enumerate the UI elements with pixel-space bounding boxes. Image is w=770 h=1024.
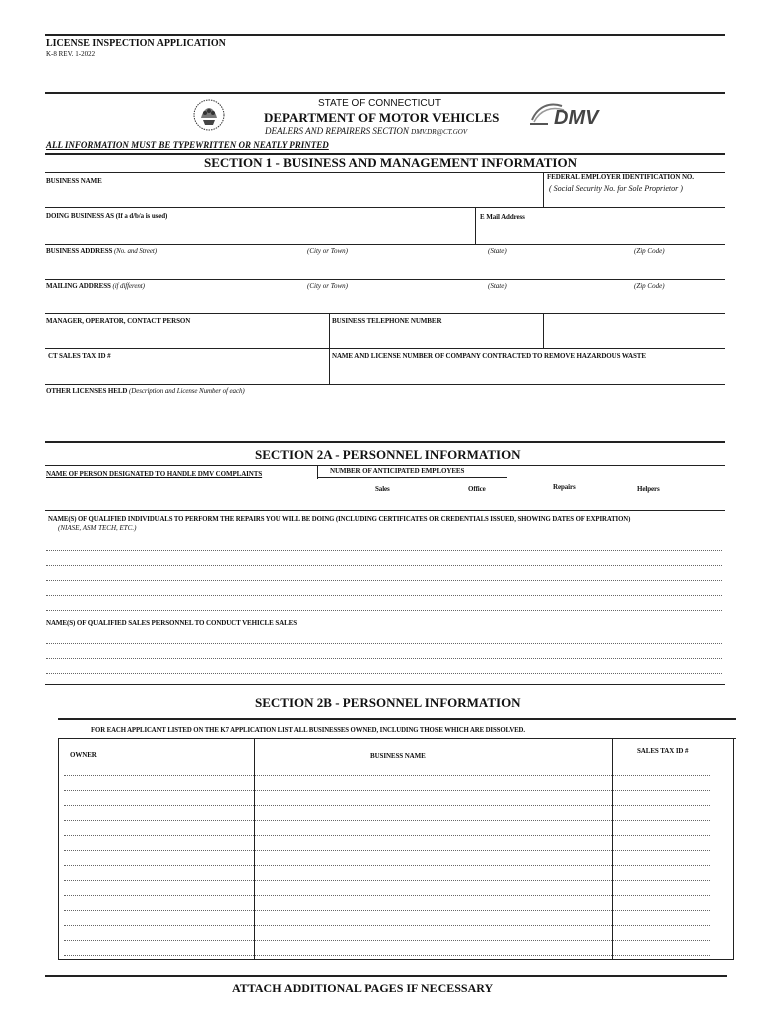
hazardous-waste-label: NAME AND LICENSE NUMBER OF COMPANY CONTRACTED TO REMOVE HAZARDOUS WASTE — [332, 352, 646, 360]
row-rule — [45, 313, 725, 314]
section-name: DEALERS AND REPAIRERS SECTION DMV.DR@CT.GOV — [265, 126, 468, 136]
form-code: K-8 REV. 1-2022 — [46, 50, 96, 58]
helpers-count-field[interactable] — [620, 494, 700, 508]
business-table — [58, 738, 734, 960]
table-row[interactable] — [64, 880, 710, 881]
other-licenses-sublabel: (Description and License Number of each) — [129, 387, 245, 395]
business-name-label: BUSINESS NAME — [46, 177, 102, 185]
fein-sublabel: ( Social Security No. for Sole Proprietor ) — [549, 184, 683, 193]
header-rule — [45, 92, 725, 94]
row-rule — [45, 384, 725, 385]
svg-text:DMV: DMV — [554, 107, 599, 128]
mailing-address-sublabel: (if different) — [112, 282, 145, 290]
section2a-top-rule — [45, 441, 725, 443]
qualified-repairers-line-1[interactable] — [46, 550, 722, 551]
qualified-repairers-line-4[interactable] — [46, 595, 722, 596]
sales-personnel-line-2[interactable] — [46, 658, 722, 659]
sales-tax-column-header: SALES TAX ID # — [637, 747, 689, 755]
section2a-bottom-rule — [45, 684, 725, 685]
row-rule — [45, 279, 725, 280]
sales-label: Sales — [375, 485, 390, 493]
state-name: STATE OF CONNECTICUT — [318, 98, 441, 109]
employees-label: NUMBER OF ANTICIPATED EMPLOYEES — [330, 467, 465, 475]
business-address-field[interactable] — [46, 256, 723, 278]
row-rule — [45, 510, 725, 511]
mailing-city-label: (City or Town) — [307, 282, 348, 290]
typewritten-notice: ALL INFORMATION MUST BE TYPEWRITTEN OR NEATLY PRINTED — [46, 140, 329, 150]
business-address-sublabel: (No. and Street) — [113, 247, 158, 255]
table-row[interactable] — [64, 955, 710, 956]
hazardous-waste-field[interactable] — [332, 362, 723, 382]
row-rule — [45, 207, 725, 208]
business-name-field[interactable] — [46, 186, 540, 206]
column-divider — [612, 738, 613, 960]
section2b-instruction: FOR EACH APPLICANT LISTED ON THE K7 APPLICATION LIST ALL BUSINESSES OWNED, INCLUDING THOSE WHICH ARE DISSOLVED. — [91, 727, 525, 734]
office-count-field[interactable] — [440, 494, 520, 508]
tax-id-label: CT SALES TAX ID # — [48, 352, 111, 360]
mailing-address-label: MAILING ADDRESS (if different) — [46, 282, 145, 290]
repairs-count-field[interactable] — [530, 494, 610, 508]
business-state-label: (State) — [488, 247, 507, 255]
mailing-state-label: (State) — [488, 282, 507, 290]
department-name: DEPARTMENT OF MOTOR VEHICLES — [264, 110, 500, 125]
footer-rule — [45, 975, 727, 977]
sales-count-field[interactable] — [340, 494, 420, 508]
row-rule — [45, 244, 725, 245]
complaints-label: NAME OF PERSON DESIGNATED TO HANDLE DMV COMPLAINTS — [46, 470, 263, 478]
dmv-logo-icon — [530, 102, 605, 128]
fein-field[interactable] — [547, 194, 723, 206]
table-row[interactable] — [64, 820, 710, 821]
table-row[interactable] — [64, 805, 710, 806]
phone-extra-field[interactable] — [547, 315, 723, 347]
helpers-label: Helpers — [637, 485, 660, 493]
dba-field[interactable] — [46, 222, 471, 242]
footer-note: ATTACH ADDITIONAL PAGES IF NECESSARY — [232, 981, 494, 995]
table-row[interactable] — [64, 850, 710, 851]
complaints-field[interactable] — [46, 479, 310, 509]
qualified-repairers-label: NAME(S) OF QUALIFIED INDIVIDUALS TO PERFORM THE REPAIRS YOU WILL BE DOING (INCLUDING CERTIFICATES OR CREDENTIALS ISSUED, SHOWING DATES OF EXPIRATION) — [48, 516, 631, 523]
table-row[interactable] — [64, 790, 710, 791]
office-label: Office — [468, 485, 486, 493]
divider — [543, 313, 544, 348]
table-row[interactable] — [64, 835, 710, 836]
sales-personnel-line-3[interactable] — [46, 673, 722, 674]
other-licenses-label: OTHER LICENSES HELD (Description and License Number of each) — [46, 387, 245, 395]
business-zip-label: (Zip Code) — [634, 247, 665, 255]
section2a-title: SECTION 2A - PERSONNEL INFORMATION — [255, 447, 521, 462]
qualified-repairers-line-2[interactable] — [46, 565, 722, 566]
table-row[interactable] — [64, 865, 710, 866]
fein-label: FEDERAL EMPLOYER IDENTIFICATION NO. — [547, 173, 694, 181]
table-row[interactable] — [64, 910, 710, 911]
form-title: LICENSE INSPECTION APPLICATION — [46, 38, 226, 49]
sales-personnel-line-1[interactable] — [46, 643, 722, 644]
top-rule — [45, 34, 725, 36]
qualified-repairers-sublabel: (NIASE, ASM TECH, ETC.) — [58, 524, 137, 532]
mailing-address-field[interactable] — [46, 291, 723, 313]
dba-label: DOING BUSINESS AS (If a d/b/a is used) — [46, 212, 168, 220]
section1-title: SECTION 1 - BUSINESS AND MANAGEMENT INFORMATION — [204, 155, 577, 170]
row-rule — [45, 348, 725, 349]
phone-field[interactable] — [332, 327, 540, 347]
owner-column-header: OWNER — [70, 751, 97, 759]
table-row[interactable] — [64, 775, 710, 776]
section2a-title-rule — [45, 465, 725, 466]
manager-field[interactable] — [46, 327, 326, 347]
repairs-label: Repairs — [553, 483, 576, 491]
employees-rule — [317, 477, 507, 478]
email-field[interactable] — [480, 222, 723, 242]
column-divider — [254, 738, 255, 960]
table-row[interactable] — [64, 925, 710, 926]
qualified-repairers-line-5[interactable] — [46, 610, 722, 611]
business-city-label: (City or Town) — [307, 247, 348, 255]
phone-label: BUSINESS TELEPHONE NUMBER — [332, 317, 442, 325]
business-name-column-header: BUSINESS NAME — [370, 752, 426, 760]
mailing-zip-label: (Zip Code) — [634, 282, 665, 290]
section-email: DMV.DR@CT.GOV — [411, 128, 468, 136]
qualified-repairers-line-3[interactable] — [46, 580, 722, 581]
business-address-label: BUSINESS ADDRESS (No. and Street) — [46, 247, 158, 255]
table-row[interactable] — [64, 895, 710, 896]
section2b-top-rule — [58, 718, 736, 720]
divider — [475, 207, 476, 244]
manager-label: MANAGER, OPERATOR, CONTACT PERSON — [46, 317, 191, 325]
divider — [543, 172, 544, 207]
other-licenses-field[interactable] — [46, 397, 723, 439]
tax-id-field[interactable] — [46, 362, 326, 382]
table-row[interactable] — [64, 940, 710, 941]
section2b-title: SECTION 2B - PERSONNEL INFORMATION — [255, 695, 521, 710]
state-seal-icon — [192, 98, 226, 132]
email-label: E Mail Address — [480, 213, 525, 221]
sales-personnel-label: NAME(S) OF QUALIFIED SALES PERSONNEL TO CONDUCT VEHICLE SALES — [46, 619, 298, 627]
